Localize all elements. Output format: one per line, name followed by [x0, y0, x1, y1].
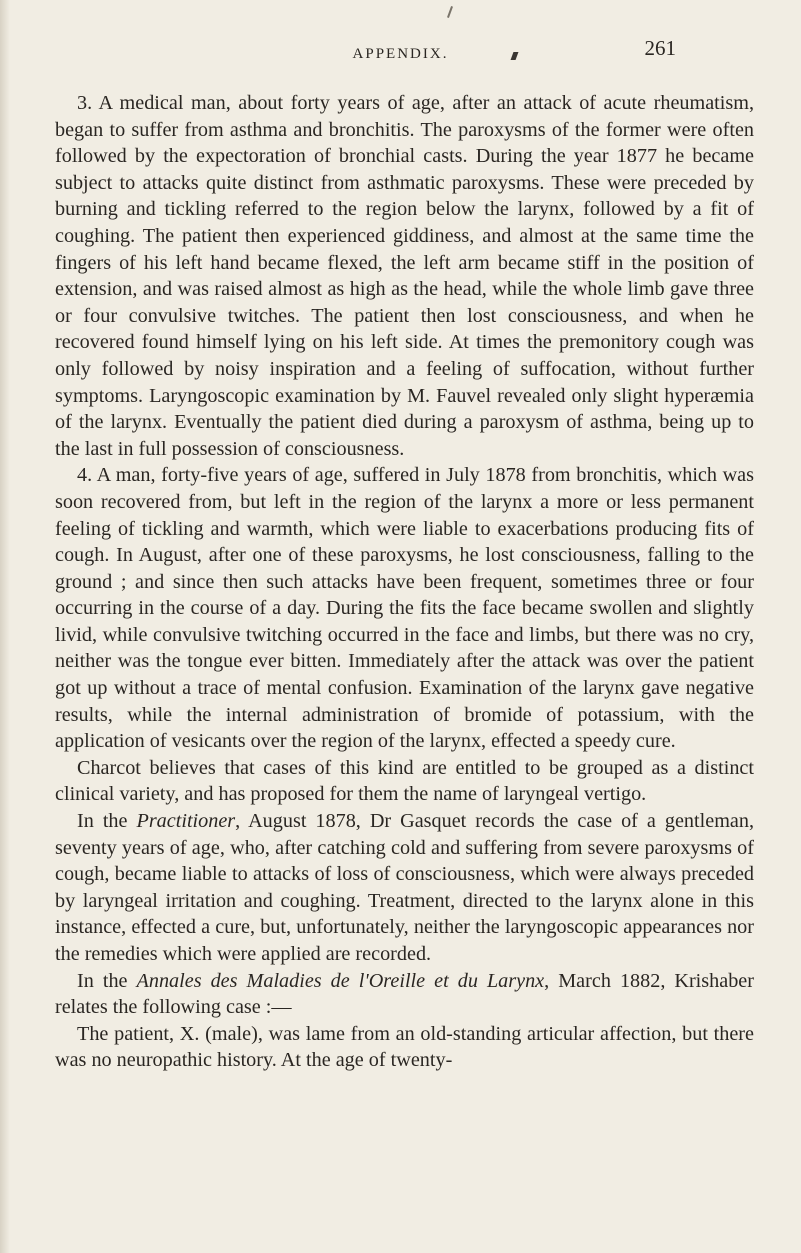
page-header — [0, 36, 801, 70]
text-run: 4. A man, forty-five years of age, suffered in July 1878 from bronchitis, which was soon recovered from, but left in the region of the larynx a more or less permanent feeling of tickling and warmth, which were liable to exacerbations producing fits of cough. In August, after one of these paroxysms, he lost consciousness, falling to the ground ; and since then such attacks have been frequent, sometimes three or four occurring in the course of a day. During the fits the face became swollen and slightly livid, while convulsive twitching occurred in the face and limbs, but there was no cry, neither was the tongue ever bitten. Immediately after the attack was over the patient got up without a trace of mental confusion. Examination of the larynx gave negative results, while the internal administration of bromide of potassium, with the application of vesicants over the region of the larynx, effected a speedy cure. — [55, 464, 754, 753]
italic-title: Annales des Maladies de l'Oreille et du Larynx — [136, 969, 545, 992]
page-edge-shadow — [0, 0, 10, 1253]
italic-title: Practitioner — [136, 810, 236, 833]
text-run: In the — [77, 969, 137, 992]
paragraph-case-3 — [55, 90, 754, 462]
text-run: , August 1878, Dr Gasquet records the case of a gentleman, seventy years of age, who, after catching cold and suffering from severe paroxysms of cough, became liable to attacks of loss of consciousness, which were always preceded by laryngeal irritation and coughing. Treatment, directed to the larynx alone in this instance, effected a cure, but, unfortunately, neither the laryngoscopic appearances nor the remedies which were applied are recorded. — [55, 810, 754, 965]
paragraph-annales — [55, 968, 754, 1021]
paragraph-practitioner — [55, 808, 754, 968]
text-run: 3. A medical man, about forty years of age, after an attack of acute rheumatism, began to suffer from asthma and bronchitis. The paroxysms of the former were often followed by the expectoration of bronchial casts. During the year 1877 he became subject to attacks quite distinct from asthmatic paroxysms. These were preceded by burning and tickling referred to the region below the larynx, followed by a fit of coughing. The patient then experienced giddiness, and almost at the same time the fingers of his left hand became flexed, the left arm became stiff in the position of extension, and was raised almost as high as the head, while the whole limb gave three or four convulsive twitches. The patient then lost consciousness, and when he recovered found himself lying on his left side. At times the premonitory cough was only followed by noisy inspiration and a feeling of suffocation, without further symptoms. Laryngoscopic examination by M. Fauvel revealed only slight hyperæmia of the larynx. Eventually the patient died during a paroxysm of asthma, being up to the last in full possession of consciousness. — [55, 92, 754, 460]
body-text — [55, 90, 754, 1074]
page-number: 261 — [644, 36, 676, 60]
text-run: The patient, X. (male), was lame from an old-standing articular affection, but there was no neuropathic history. At the age of twenty- — [55, 1022, 754, 1072]
paragraph-charcot — [55, 755, 754, 808]
text-run: In the — [77, 810, 137, 833]
text-run: Charcot believes that cases of this kind are entitled to be grouped as a distinct clinical variety, and has proposed for them the name of laryngeal vertigo. — [55, 756, 754, 806]
paragraph-case-4 — [55, 462, 754, 755]
text-run: , March 1882, Krishaber relates the following case :— — [55, 969, 754, 1019]
pencil-mark — [447, 6, 453, 18]
running-head: APPENDIX. — [352, 46, 449, 62]
paragraph-patient-x — [55, 1021, 754, 1074]
